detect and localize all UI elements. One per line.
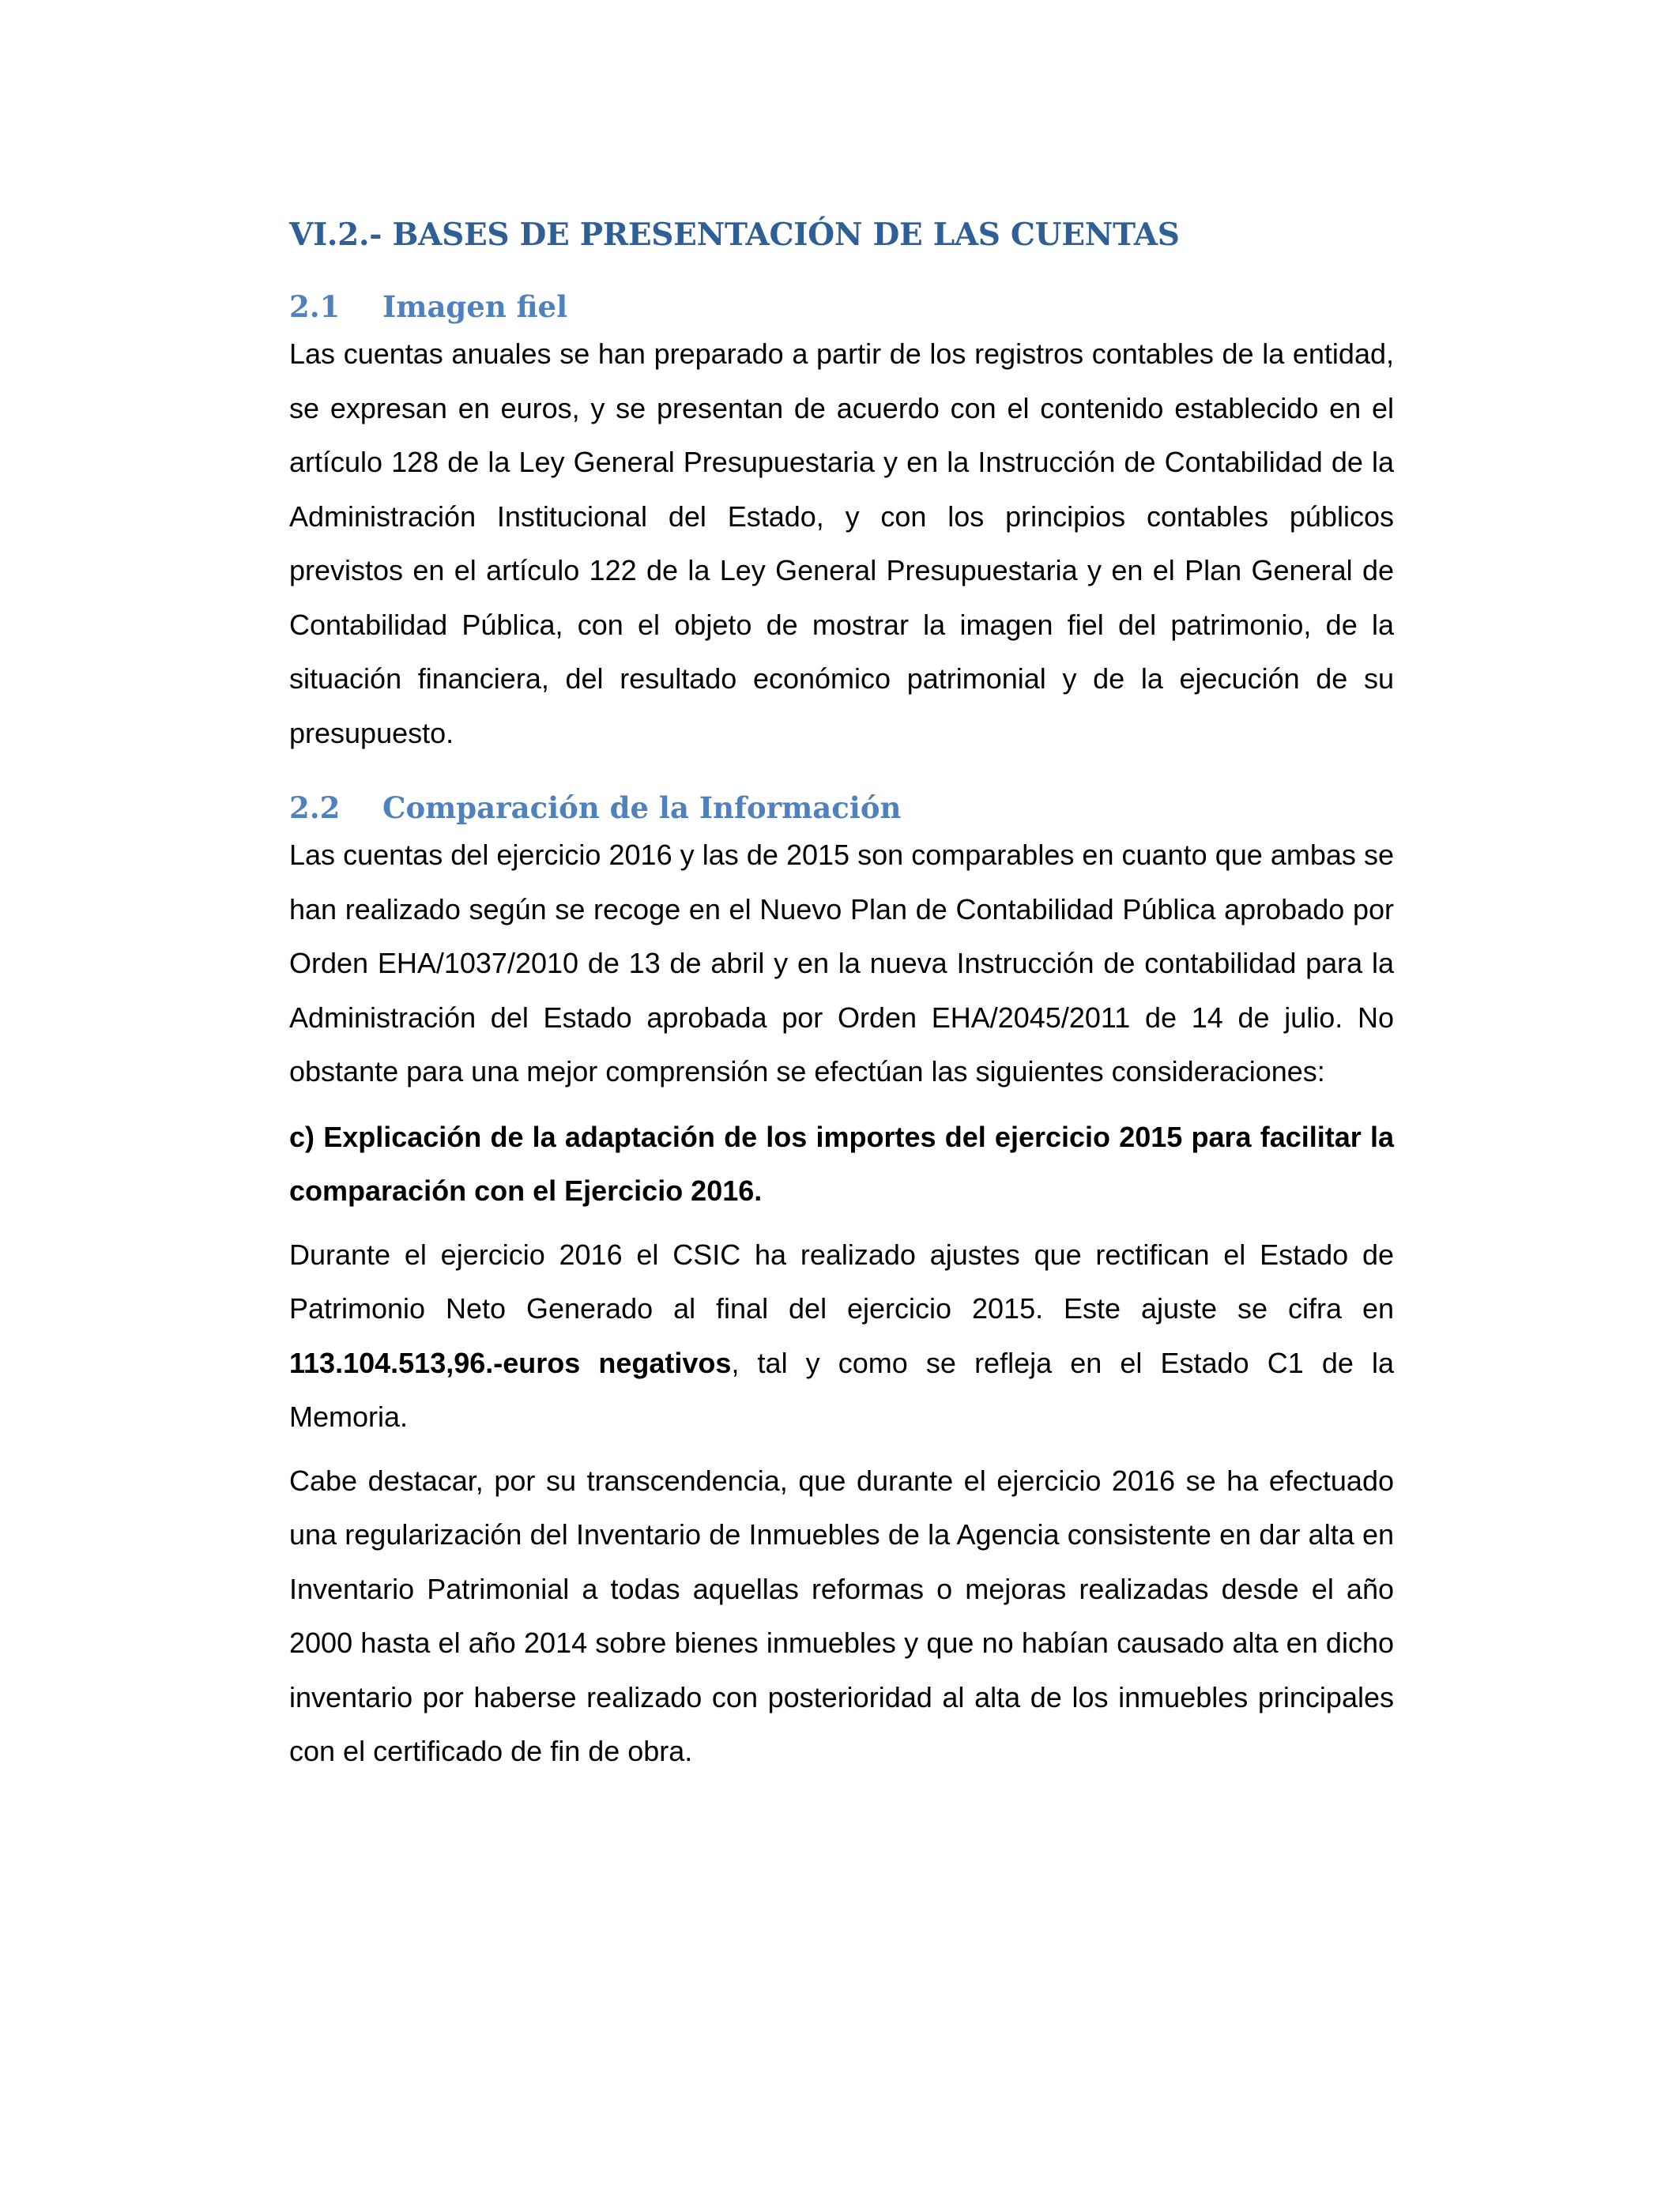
paragraph-ajuste xyxy=(289,1228,1394,1445)
subheading-explicacion: c) Explicación de la adaptación de los importes del ejercicio 2015 para facilitar la comparación con el Ejercicio 2016. xyxy=(289,1120,1394,1207)
ajuste-amount: 113.104.513,96.-euros negativos xyxy=(289,1346,732,1379)
page-title: VI.2.- BASES DE PRESENTACIÓN DE LAS CUENTAS xyxy=(289,217,1180,253)
paragraph-comparacion: Las cuentas del ejercicio 2016 y las de 2015 son comparables en cuanto que ambas se han realizado según se recoge en el Nuevo Plan de Contabilidad Pública aprobado por Orden EHA/1037/2010 de 13 de abril y en la nueva Instrucción de contabilidad para la Administración del Estado aprobada por Orden EHA/2045/2011 de 14 de julio. No obstante para una mejor comprensión se efectúan las siguientes consideraciones: xyxy=(289,839,1394,1088)
paragraph-ajuste-text-end: , tal y como se refleja en el Estado C1 de la Memoria. xyxy=(289,1346,1394,1433)
section-number: 2.1 xyxy=(289,289,341,324)
section-heading-comparacion xyxy=(289,787,1394,828)
document-page xyxy=(289,210,1394,1779)
paragraph-regularizacion: Cabe destacar, por su transcendencia, que durante el ejercicio 2016 se ha efectuado una regularización del Inventario de Inmuebles de la Agencia consistente en dar alta en Inventario Patrimonial a todas aquellas reformas o mejoras realizadas desde el año 2000 hasta el año 2014 sobre bienes inmuebles y que no habían causado alta en dicho inventario por haberse realizado con posterioridad al alta de los inmuebles principales con el certificado de fin de obra. xyxy=(289,1464,1394,1767)
section-number: 2.2 xyxy=(289,790,341,825)
paragraph-ajuste-text: Durante el ejercicio 2016 el CSIC ha realizado ajustes que rectifican el Estado de Patrimonio Neto Generado al final del ejercicio 2015. Este ajuste se cifra en xyxy=(289,1238,1394,1325)
section-title: Comparación de la Información xyxy=(382,790,902,825)
section-title: Imagen fiel xyxy=(382,289,568,324)
section-heading-imagen-fiel xyxy=(289,286,1394,327)
paragraph-imagen-fiel: Las cuentas anuales se han preparado a partir de los registros contables de la entidad, se expresan en euros, y se presentan de acuerdo con el contenido establecido en el artículo 128 de la Ley General Presupuestaria y en la Instrucción de Contabilidad de la Administración Institucional del Estado, y con los principios contables públicos previstos en el artículo 122 de la Ley General Presupuestaria y en el Plan General de Contabilidad Pública, con el objeto de mostrar la imagen fiel del patrimonio, de la situación financiera, del resultado económico patrimonial y de la ejecución de su presupuesto. xyxy=(289,337,1394,749)
